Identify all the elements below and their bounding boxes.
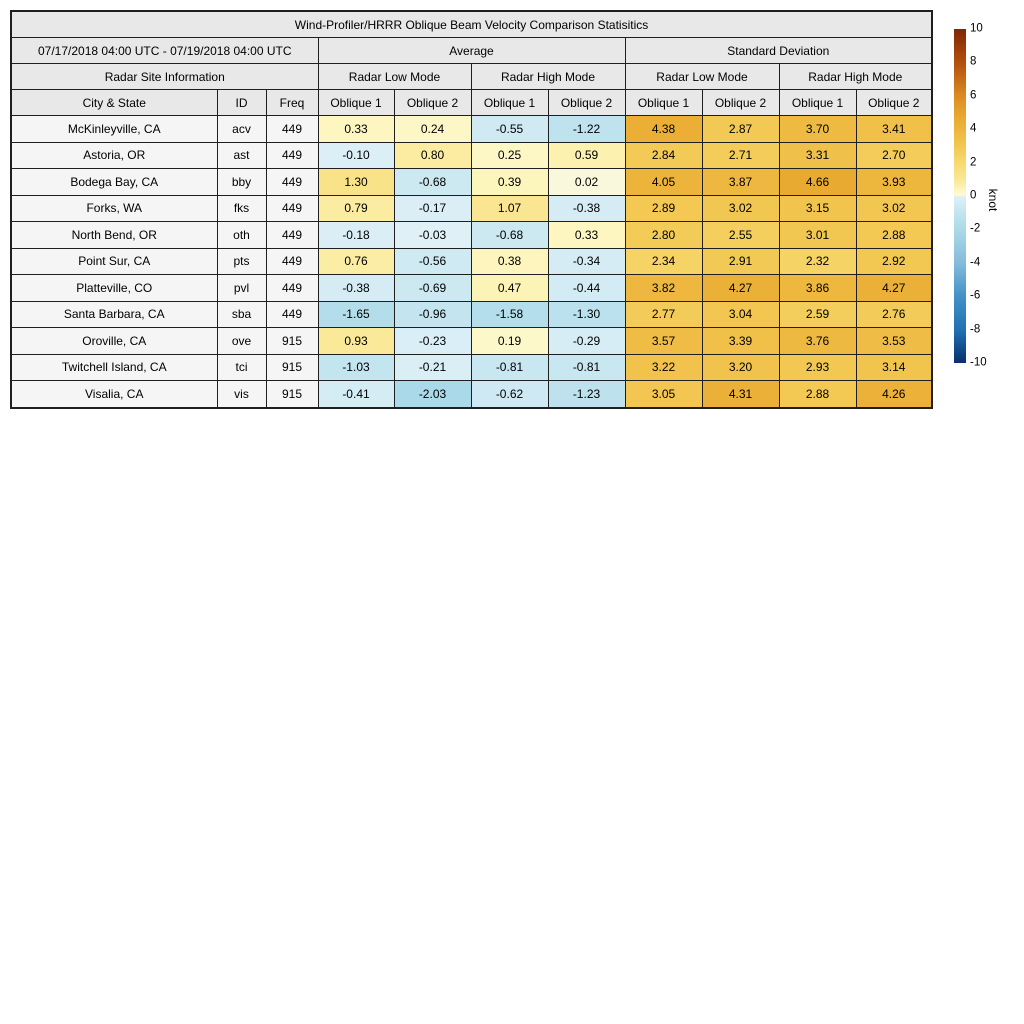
colorbar-tick-label: 4 xyxy=(970,122,977,135)
colorbar-tick-label: 6 xyxy=(970,89,977,102)
value-cell: 2.59 xyxy=(779,301,856,328)
colorbar-tick-label: 8 xyxy=(970,55,977,68)
group-header-average: Average xyxy=(318,38,625,64)
value-cell: 3.86 xyxy=(779,275,856,302)
value-cell: 1.07 xyxy=(471,195,548,222)
cell-site-id: pvl xyxy=(217,275,266,302)
value-cell: 0.80 xyxy=(394,142,471,169)
group-header-row xyxy=(11,38,932,64)
value-cell: 3.70 xyxy=(779,116,856,143)
colorbar-tick-label: -2 xyxy=(970,222,981,235)
colorbar-tick-label: -6 xyxy=(970,289,981,302)
mode-header-avg-high: Radar High Mode xyxy=(471,64,625,90)
value-cell: 4.27 xyxy=(702,275,779,302)
mode-header-row xyxy=(11,64,932,90)
colorbar-tick-label: 0 xyxy=(970,189,977,202)
value-cell: 3.02 xyxy=(702,195,779,222)
value-cell: 2.70 xyxy=(856,142,932,169)
cell-site-id: acv xyxy=(217,116,266,143)
cell-frequency: 449 xyxy=(266,195,318,222)
value-cell: 2.55 xyxy=(702,222,779,249)
value-cell: 3.04 xyxy=(702,301,779,328)
value-cell: -2.03 xyxy=(394,381,471,408)
value-cell: 0.02 xyxy=(548,169,625,196)
figure-title: Wind-Profiler/HRRR Oblique Beam Velocity Comparison Statisitics xyxy=(11,11,932,38)
value-cell: -0.44 xyxy=(548,275,625,302)
value-cell: 2.92 xyxy=(856,248,932,275)
cell-site-id: oth xyxy=(217,222,266,249)
table-row xyxy=(11,116,932,143)
value-cell: 0.24 xyxy=(394,116,471,143)
value-cell: 3.05 xyxy=(625,381,702,408)
colorbar-tick-label: 2 xyxy=(970,155,977,168)
value-cell: -0.81 xyxy=(548,354,625,381)
value-cell: -0.62 xyxy=(471,381,548,408)
value-cell: -0.21 xyxy=(394,354,471,381)
column-header-oblique: Oblique 2 xyxy=(856,90,932,116)
column-header-oblique: Oblique 1 xyxy=(625,90,702,116)
value-cell: -0.68 xyxy=(471,222,548,249)
cell-city-state: Bodega Bay, CA xyxy=(11,169,217,196)
value-cell: 2.77 xyxy=(625,301,702,328)
cell-frequency: 449 xyxy=(266,222,318,249)
value-cell: -0.41 xyxy=(318,381,394,408)
cell-frequency: 915 xyxy=(266,381,318,408)
value-cell: 0.59 xyxy=(548,142,625,169)
column-header-oblique: Oblique 2 xyxy=(394,90,471,116)
value-cell: -1.03 xyxy=(318,354,394,381)
colorbar-tick-label: 10 xyxy=(970,22,983,35)
value-cell: 3.15 xyxy=(779,195,856,222)
cell-city-state: Visalia, CA xyxy=(11,381,217,408)
value-cell: 2.89 xyxy=(625,195,702,222)
column-header-oblique: Oblique 1 xyxy=(471,90,548,116)
cell-city-state: Santa Barbara, CA xyxy=(11,301,217,328)
cell-site-id: sba xyxy=(217,301,266,328)
value-cell: -1.30 xyxy=(548,301,625,328)
cell-city-state: Oroville, CA xyxy=(11,328,217,355)
value-cell: 4.05 xyxy=(625,169,702,196)
value-cell: 0.47 xyxy=(471,275,548,302)
table-row xyxy=(11,169,932,196)
cell-frequency: 915 xyxy=(266,354,318,381)
value-cell: -1.22 xyxy=(548,116,625,143)
value-cell: 4.27 xyxy=(856,275,932,302)
table-row xyxy=(11,328,932,355)
value-cell: 1.30 xyxy=(318,169,394,196)
value-cell: -1.58 xyxy=(471,301,548,328)
column-header-oblique: Oblique 1 xyxy=(779,90,856,116)
value-cell: -0.96 xyxy=(394,301,471,328)
cell-site-id: fks xyxy=(217,195,266,222)
value-cell: 3.22 xyxy=(625,354,702,381)
value-cell: 2.91 xyxy=(702,248,779,275)
value-cell: -0.69 xyxy=(394,275,471,302)
colorbar xyxy=(954,29,966,363)
group-header-standard-deviation: Standard Deviation xyxy=(625,38,932,64)
cell-frequency: 449 xyxy=(266,301,318,328)
column-header-city-state: City & State xyxy=(11,90,217,116)
value-cell: 0.93 xyxy=(318,328,394,355)
value-cell: 3.53 xyxy=(856,328,932,355)
value-cell: -0.10 xyxy=(318,142,394,169)
cell-site-id: vis xyxy=(217,381,266,408)
value-cell: 0.76 xyxy=(318,248,394,275)
value-cell: -0.29 xyxy=(548,328,625,355)
colorbar-tick-label: -8 xyxy=(970,322,981,335)
value-cell: 0.79 xyxy=(318,195,394,222)
value-cell: 4.26 xyxy=(856,381,932,408)
table-row xyxy=(11,248,932,275)
colorbar-tick-label: -4 xyxy=(970,256,981,269)
value-cell: 3.82 xyxy=(625,275,702,302)
value-cell: 3.39 xyxy=(702,328,779,355)
value-cell: 2.84 xyxy=(625,142,702,169)
mode-header-std-low: Radar Low Mode xyxy=(625,64,779,90)
cell-site-id: bby xyxy=(217,169,266,196)
value-cell: -0.17 xyxy=(394,195,471,222)
cell-city-state: Twitchell Island, CA xyxy=(11,354,217,381)
table-row xyxy=(11,142,932,169)
value-cell: 3.02 xyxy=(856,195,932,222)
value-cell: -0.03 xyxy=(394,222,471,249)
value-cell: 0.33 xyxy=(318,116,394,143)
mode-header-avg-low: Radar Low Mode xyxy=(318,64,471,90)
cell-site-id: pts xyxy=(217,248,266,275)
cell-site-id: ove xyxy=(217,328,266,355)
value-cell: 3.76 xyxy=(779,328,856,355)
value-cell: -1.23 xyxy=(548,381,625,408)
value-cell: -0.34 xyxy=(548,248,625,275)
cell-city-state: McKinleyville, CA xyxy=(11,116,217,143)
cell-site-id: tci xyxy=(217,354,266,381)
value-cell: 0.33 xyxy=(548,222,625,249)
column-header-row xyxy=(11,90,932,116)
value-cell: 2.76 xyxy=(856,301,932,328)
value-cell: -0.23 xyxy=(394,328,471,355)
site-info-header: Radar Site Information xyxy=(11,64,318,90)
title-row xyxy=(11,11,932,38)
column-header-id: ID xyxy=(217,90,266,116)
cell-city-state: Forks, WA xyxy=(11,195,217,222)
column-header-oblique: Oblique 1 xyxy=(318,90,394,116)
table-row xyxy=(11,381,932,408)
cell-city-state: Platteville, CO xyxy=(11,275,217,302)
table-row xyxy=(11,222,932,249)
cell-frequency: 449 xyxy=(266,142,318,169)
value-cell: 3.31 xyxy=(779,142,856,169)
column-header-freq: Freq xyxy=(266,90,318,116)
value-cell: -0.18 xyxy=(318,222,394,249)
value-cell: 3.57 xyxy=(625,328,702,355)
table-row xyxy=(11,301,932,328)
value-cell: -0.81 xyxy=(471,354,548,381)
colorbar-tick-label: -10 xyxy=(970,356,987,369)
value-cell: 2.71 xyxy=(702,142,779,169)
value-cell: 2.87 xyxy=(702,116,779,143)
value-cell: -1.65 xyxy=(318,301,394,328)
value-cell: -0.68 xyxy=(394,169,471,196)
value-cell: 2.88 xyxy=(779,381,856,408)
value-cell: 3.20 xyxy=(702,354,779,381)
cell-frequency: 915 xyxy=(266,328,318,355)
value-cell: -0.38 xyxy=(318,275,394,302)
value-cell: 3.01 xyxy=(779,222,856,249)
value-cell: 2.88 xyxy=(856,222,932,249)
table-row xyxy=(11,195,932,222)
cell-city-state: Astoria, OR xyxy=(11,142,217,169)
cell-city-state: Point Sur, CA xyxy=(11,248,217,275)
colorbar-unit-label: knot xyxy=(986,188,1000,212)
value-cell: 0.38 xyxy=(471,248,548,275)
mode-header-std-high: Radar High Mode xyxy=(779,64,932,90)
date-range: 07/17/2018 04:00 UTC - 07/19/2018 04:00 UTC xyxy=(11,38,318,64)
value-cell: 4.38 xyxy=(625,116,702,143)
table-row xyxy=(11,354,932,381)
value-cell: 0.39 xyxy=(471,169,548,196)
value-cell: 3.14 xyxy=(856,354,932,381)
stats-table xyxy=(10,10,933,409)
value-cell: -0.38 xyxy=(548,195,625,222)
cell-frequency: 449 xyxy=(266,248,318,275)
value-cell: 4.66 xyxy=(779,169,856,196)
cell-frequency: 449 xyxy=(266,116,318,143)
column-header-oblique: Oblique 2 xyxy=(702,90,779,116)
value-cell: 2.34 xyxy=(625,248,702,275)
value-cell: 3.93 xyxy=(856,169,932,196)
value-cell: 0.25 xyxy=(471,142,548,169)
table-row xyxy=(11,275,932,302)
cell-frequency: 449 xyxy=(266,275,318,302)
value-cell: 4.31 xyxy=(702,381,779,408)
value-cell: 2.32 xyxy=(779,248,856,275)
cell-site-id: ast xyxy=(217,142,266,169)
cell-frequency: 449 xyxy=(266,169,318,196)
value-cell: 2.80 xyxy=(625,222,702,249)
value-cell: 3.87 xyxy=(702,169,779,196)
value-cell: 0.19 xyxy=(471,328,548,355)
cell-city-state: North Bend, OR xyxy=(11,222,217,249)
value-cell: -0.55 xyxy=(471,116,548,143)
column-header-oblique: Oblique 2 xyxy=(548,90,625,116)
value-cell: 2.93 xyxy=(779,354,856,381)
value-cell: -0.56 xyxy=(394,248,471,275)
value-cell: 3.41 xyxy=(856,116,932,143)
